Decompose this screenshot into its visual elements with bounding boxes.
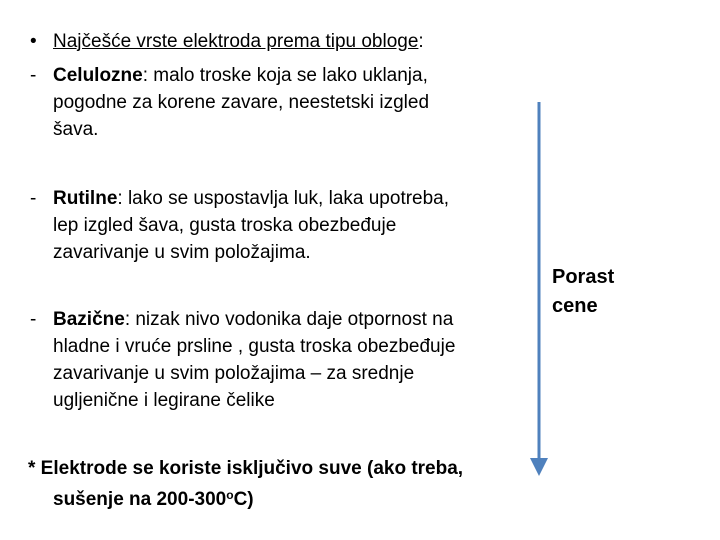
note-line-1: * Elektrode se koriste isključivo suve (ako treba, bbox=[28, 458, 464, 479]
degree-sign: o bbox=[226, 488, 234, 502]
dash-marker: - bbox=[30, 188, 37, 209]
bullet-icon: • bbox=[30, 31, 37, 52]
item-text: ugljenične i legirane čelike bbox=[53, 390, 275, 411]
heading-colon: : bbox=[418, 31, 424, 52]
side-label-line: Porast bbox=[552, 266, 615, 288]
item-text: zavarivanje u svim položajima. bbox=[53, 242, 311, 263]
note-text: C) bbox=[233, 489, 254, 510]
item-text: pogodne za korene zavare, neestetski izgled bbox=[53, 92, 430, 113]
dash-marker: - bbox=[30, 65, 37, 86]
heading-text: Najčešće vrste elektroda prema tipu obloge bbox=[53, 31, 419, 52]
price-increase-label bbox=[552, 263, 614, 321]
dash-marker: - bbox=[30, 309, 37, 330]
item-text: šava. bbox=[53, 119, 99, 140]
item-text: lep izgled šava, gusta troska obezbeđuje bbox=[53, 215, 397, 236]
note-text: sušenje na 200-300 bbox=[53, 489, 227, 510]
item-text: zavarivanje u svim položajima – za srednje bbox=[53, 363, 415, 384]
item-text: : lako se uspostavlja luk, laka upotreba, bbox=[117, 188, 450, 209]
side-label-line: cene bbox=[552, 295, 598, 317]
item-term: Rutilne bbox=[53, 188, 118, 209]
item-text: hladne i vruće prsline , gusta troska obezbeđuje bbox=[53, 336, 456, 357]
note-line-2 bbox=[53, 482, 254, 513]
item-text: : malo troske koja se lako uklanja, bbox=[142, 65, 428, 86]
item-text: : nizak nivo vodonika daje otpornost na bbox=[124, 309, 454, 330]
down-arrow-icon bbox=[528, 100, 550, 480]
item-term: Celulozne bbox=[53, 65, 143, 86]
item-term: Bazične bbox=[53, 309, 125, 330]
